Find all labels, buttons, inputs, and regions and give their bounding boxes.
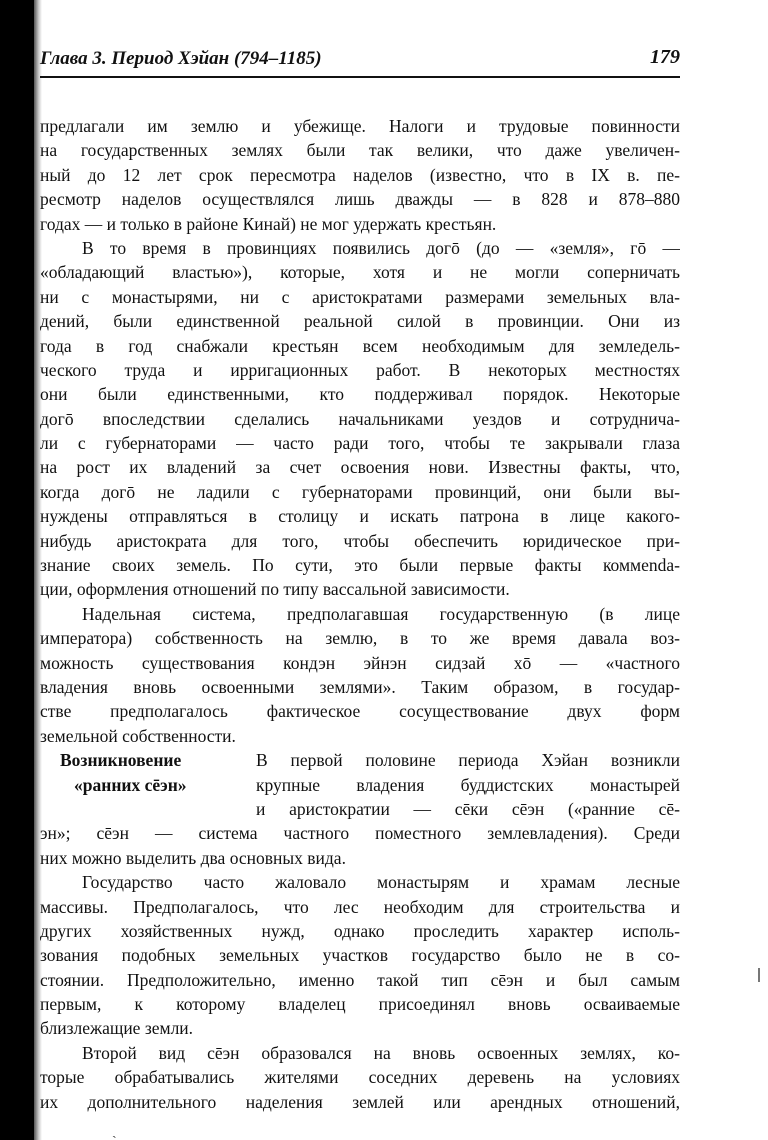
text-line: земельной собственности.	[40, 725, 236, 746]
text-line: дений, были единственной реальной силой в провинции. Они из	[40, 311, 680, 332]
text-line: ный до 12 лет срок пересмотра наделов (известно, что в IX в. пе-	[40, 164, 680, 185]
section-sidehead	[60, 748, 250, 797]
text-line: эн»; сēэн — система частного поместного землевладения). Среди	[40, 823, 680, 844]
text-line: первым, к которому владелец присоединял вновь осваиваемые	[40, 994, 680, 1015]
text-line: нуждены отправляться в столицу и искать патрона в лице какого-	[40, 506, 680, 527]
text-line: предлагали им землю и убежище. Налоги и трудовые повинности	[40, 116, 680, 136]
text-line: Надельная система, предполагавшая государственную (в лице	[82, 603, 680, 624]
text-line: годах — и только в районе Кинай) не мог удержать крестьян.	[40, 213, 497, 234]
text-line: знание своих земель. По сути, это были первые факты коммenda-	[40, 555, 680, 576]
paragraph-3	[40, 602, 680, 748]
text-line: массивы. Предполагалось, что лес необходим для строительства и	[40, 896, 680, 917]
text-line: владения вновь освоенными землями». Таким образом, в государ-	[40, 676, 680, 697]
text-line: императора) собственность на землю, в то же время давала воз-	[40, 628, 680, 649]
text-line: Второй вид сēэн образовался на вновь освоенных землях, ко-	[82, 1042, 680, 1063]
text-line: В то время в провинциях появились догō (до — «земля», гō —	[82, 237, 680, 258]
text-line: ли с губернаторами — часто ради того, чтобы те закрывали глаза	[40, 433, 680, 454]
scan-speck: ˏ	[112, 1124, 117, 1139]
text-line: года в год снабжали крестьян всем необходимым для земледель-	[40, 335, 680, 356]
text-line: на рост их владений за счет освоения нови. Известны факты, что,	[40, 457, 680, 478]
text-line: крупные владения буддистских монастырей	[256, 774, 680, 795]
sidehead-paragraph-start	[256, 748, 680, 821]
text-line: и аристократии — сēки сēэн («ранние сē-	[256, 798, 680, 819]
text-line: В первой половине периода Хэйан возникли	[256, 750, 680, 771]
text-line: догō впоследствии сделались начальниками уездов и сотруднича-	[40, 408, 680, 429]
paragraph-6	[40, 1041, 680, 1114]
text-line: на государственных землях были так велики, что даже увеличен-	[40, 140, 680, 161]
paragraph-2	[40, 236, 680, 602]
section-with-sidehead	[40, 748, 680, 821]
sidehead-line: «ранних сēэн»	[74, 774, 187, 795]
text-line: когда догō не ладили с губернаторами провинций, они были вы-	[40, 481, 680, 502]
text-line: торые обрабатывались жителями соседних деревень на условиях	[40, 1067, 680, 1088]
text-line: Государство часто жаловало монастырям и храмам лесные	[82, 872, 680, 893]
page-number: 179	[650, 46, 680, 68]
text-line: стоянии. Предположительно, именно такой тип сēэн и был самым	[40, 969, 680, 990]
text-line: стве предполагалось фактическое сосуществование двух форм	[40, 701, 680, 722]
scan-edge-mark	[758, 968, 760, 982]
paragraph-4	[40, 821, 680, 870]
paragraph-5	[40, 870, 680, 1041]
text-line: других хозяйственных нужд, однако проследить характер исполь-	[40, 920, 680, 941]
text-line: близлежащие земли.	[40, 1018, 194, 1039]
text-line: ресмотр наделов осуществлялся лишь дважды — в 828 и 878–880	[40, 189, 680, 210]
sidehead-line: Возникновение	[60, 750, 182, 771]
text-line: ни с монастырями, ни с аристократами размерами земельных вла-	[40, 286, 680, 307]
page-body	[40, 114, 680, 1114]
chapter-title: Глава 3. Период Хэйан (794–1185)	[40, 48, 322, 69]
text-line: зования подобных земельных участков государство было не в со-	[40, 945, 680, 966]
book-spine-shadow	[0, 0, 34, 1140]
text-line: них можно выделить два основных вида.	[40, 847, 346, 868]
text-line: ческого труда и ирригационных работ. В некоторых местностях	[40, 359, 680, 380]
paragraph-1	[40, 114, 680, 236]
text-line: их дополнительного наделения землей или арендных отношений,	[40, 1091, 680, 1112]
text-line: они были единственными, кто поддерживал порядок. Некоторые	[40, 384, 680, 405]
text-line: ции, оформления отношений по типу вассальной зависимости.	[40, 579, 510, 600]
text-line: нибудь аристократа для того, чтобы обеспечить юридическое при-	[40, 530, 680, 551]
running-header	[40, 44, 680, 78]
text-line: «обладающий властью»), которые, хотя и не могли соперничать	[40, 262, 680, 283]
text-line: можность существования кондэн эйнэн сидзай хō — «частного	[40, 652, 680, 673]
